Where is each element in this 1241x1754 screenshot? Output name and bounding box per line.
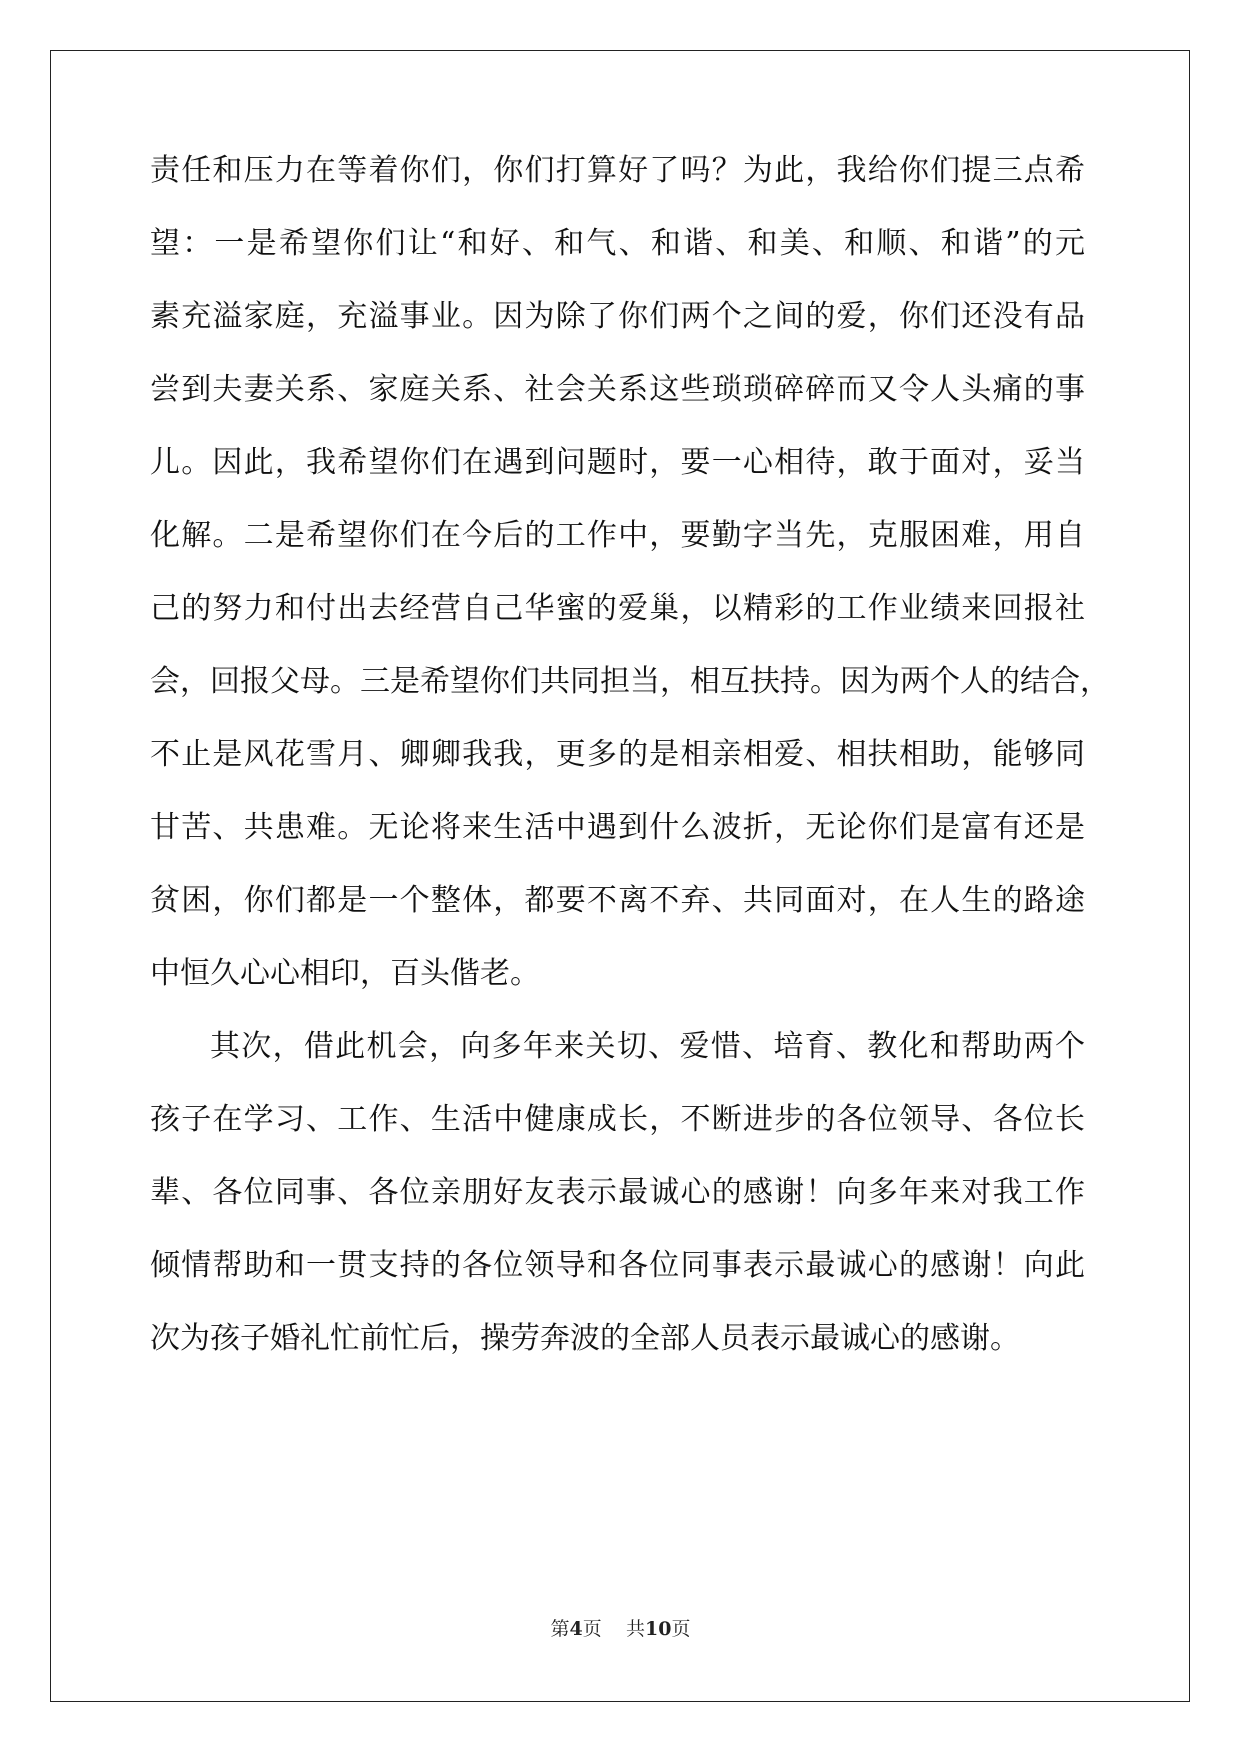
footer-page-number: 4	[569, 1618, 583, 1640]
text-line: 次为孩子婚礼忙前忙后，操劳奔波的全部人员表示最诚心的感谢。	[150, 1321, 1020, 1356]
text-line: 素充溢家庭，充溢事业。因为除了你们两个之间的爱，你们还没有品	[150, 299, 1085, 334]
text-line: 化解。二是希望你们在今后的工作中，要勤字当先，克服困难，用自	[150, 518, 1085, 553]
footer-prefix: 第	[550, 1618, 570, 1640]
footer-page-unit: 页	[582, 1618, 602, 1640]
footer-total-prefix: 共	[625, 1618, 645, 1640]
text-line: 倾情帮助和一贯支持的各位领导和各位同事表示最诚心的感谢！向此	[150, 1248, 1085, 1283]
text-line: 儿。因此，我希望你们在遇到问题时，要一心相待，敢于面对，妥当	[150, 445, 1085, 480]
text-line: 甘苦、共患难。无论将来生活中遇到什么波折，无论你们是富有还是	[150, 810, 1085, 845]
text-line: 不止是风花雪月、卿卿我我，更多的是相亲相爱、相扶相助，能够同	[150, 737, 1085, 772]
text-line: 会，回报父母。三是希望你们共同担当，相互扶持。因为两个人的结合，	[150, 664, 1110, 699]
text-line: 辈、各位同事、各位亲朋好友表示最诚心的感谢！向多年来对我工作	[150, 1175, 1085, 1210]
text-line: 中恒久心心相印，百头偕老。	[150, 956, 540, 991]
text-line: 其次，借此机会，向多年来关切、爱惜、培育、教化和帮助两个	[210, 1029, 1085, 1064]
text-line: 望：一是希望你们让“和好、和气、和谐、和美、和顺、和谐”的元	[150, 226, 1085, 261]
text-line: 孩子在学习、工作、生活中健康成长，不断进步的各位领导、各位长	[150, 1102, 1085, 1137]
footer-total-pages: 10	[644, 1618, 672, 1640]
page-footer	[0, 1617, 1241, 1641]
text-line: 尝到夫妻关系、家庭关系、社会关系这些琐琐碎碎而又令人头痛的事	[150, 372, 1085, 407]
footer-total-unit: 页	[671, 1618, 691, 1640]
text-line: 己的努力和付出去经营自己华蜜的爱巢，以精彩的工作业绩来回报社	[150, 591, 1085, 626]
text-line: 贫困，你们都是一个整体，都要不离不弃、共同面对，在人生的路途	[150, 883, 1085, 918]
text-line: 责任和压力在等着你们，你们打算好了吗？为此，我给你们提三点希	[150, 153, 1085, 188]
